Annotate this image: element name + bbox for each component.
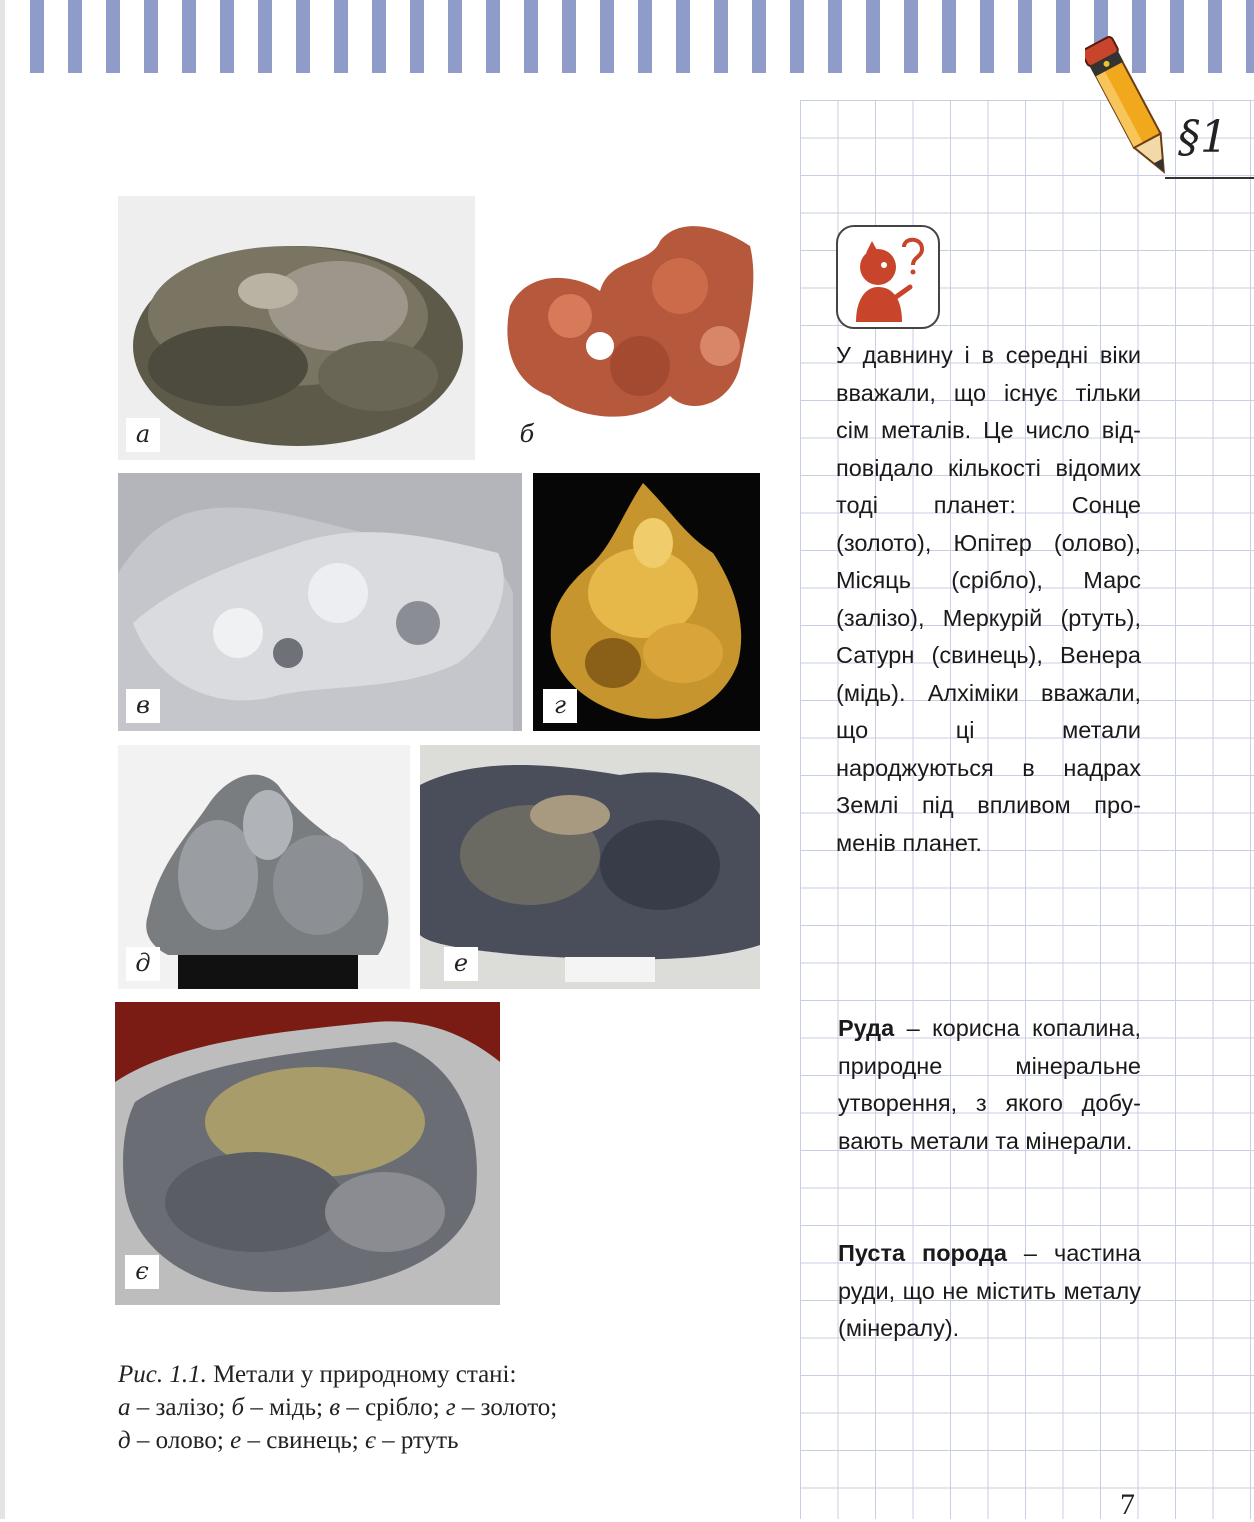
fact-paragraph: У давнину і в середні віки вважали, що існує тільки сім металів. Це число відповідало кількості відомих тоді планет: Сонце (золото), Юпітер (олово), Місяць (срібло), Марс (залізо), Меркурій (ртуть), Сатурн (свинець), Венера (мідь). Алхіміки вважали, що ці метали народжуються в надрах Землі під впливом променів планет. (836, 342, 1141, 856)
figure-label-b: б (510, 418, 544, 452)
caption-key: г (445, 1394, 456, 1421)
definition-gangue (838, 1235, 1141, 1348)
figure-label-g: г (543, 689, 577, 723)
figure-label-a: а (126, 418, 160, 452)
caption-key: є (364, 1427, 376, 1454)
caption-item: – свинець; (241, 1427, 365, 1454)
caption-item: – залізо; (130, 1394, 232, 1421)
definition-text: – частина руди, що не містить металу (мінералу). (838, 1240, 1141, 1341)
figure-label-d: д (126, 947, 160, 981)
photo-copper (490, 196, 765, 460)
page-edge (0, 0, 5, 1519)
page-number: 7 (1120, 1488, 1135, 1521)
caption-key: б (231, 1394, 245, 1421)
caption-key: в (329, 1394, 341, 1421)
photo-mercury (115, 1002, 500, 1305)
section-mark: §1 (1178, 112, 1228, 163)
photo-iron (118, 196, 475, 460)
caption-item: – ртуть (375, 1427, 459, 1454)
section-underline (1165, 177, 1254, 179)
caption-line-2 (118, 1391, 678, 1424)
pencil-icon (1085, 30, 1175, 185)
caption-prefix: Рис. 1.1. (118, 1361, 207, 1388)
caption-key: д (118, 1427, 131, 1454)
figure-label-v: в (126, 689, 160, 723)
caption-item: – олово; (130, 1427, 231, 1454)
caption-title: Метали у природному стані: (206, 1361, 517, 1388)
definition-text: – корисна копалина, природне мінеральне утворення, з якого добувають метали та мінерали. (838, 1015, 1141, 1154)
photo-lead (420, 745, 760, 989)
caption-item: – золото; (455, 1394, 558, 1421)
top-stripe-band (30, 0, 1254, 73)
figure-label-e: е (444, 947, 478, 981)
definition-ore (838, 1010, 1141, 1160)
caption-key: а (118, 1394, 131, 1421)
figure-caption (118, 1358, 678, 1457)
photo-gold (533, 473, 760, 731)
caption-line-3 (118, 1424, 678, 1457)
caption-item: – мідь; (244, 1394, 330, 1421)
thinking-person-icon (836, 225, 940, 329)
photo-tin (118, 745, 410, 989)
definition-term: Пуста порода (838, 1240, 1007, 1266)
figure-label-ye: є (125, 1255, 159, 1289)
definition-term: Руда (838, 1015, 895, 1041)
caption-key: е (230, 1427, 242, 1454)
caption-item: – срібло; (340, 1394, 446, 1421)
caption-line-1 (118, 1358, 678, 1391)
photo-silver (118, 473, 522, 731)
